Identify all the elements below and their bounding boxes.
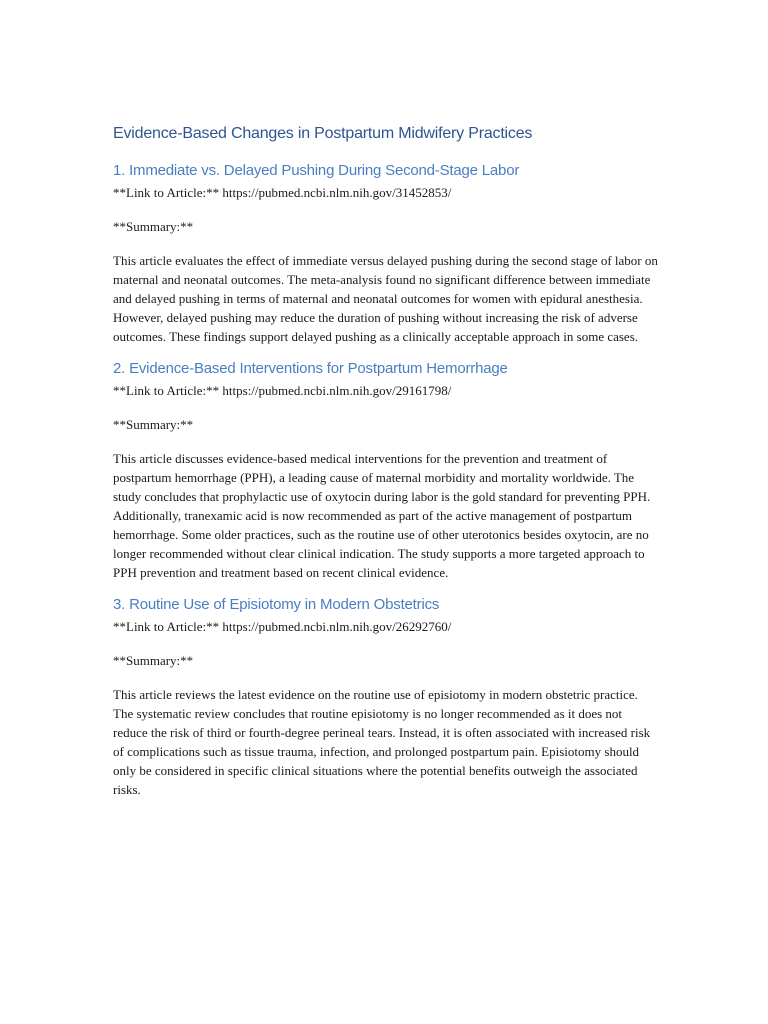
section-heading: 1. Immediate vs. Delayed Pushing During Second-Stage Labor: [113, 162, 520, 179]
article-link[interactable]: https://pubmed.ncbi.nlm.nih.gov/31452853/: [222, 185, 452, 200]
document-page: [113, 122, 658, 811]
summary-text: This article discusses evidence-based medical interventions for the prevention and treatment of postpartum hemorrhage (PPH), a leading cause of maternal morbidity and mortality worldwide. The study concludes that prophylactic use of oxytocin during labor is the gold standard for preventing PPH. Additionally, tranexamic acid is now recommended as part of the active management of postpartum hemorrhage. Some older practices, such as the routine use of other uterotonics besides oxytocin, are no longer recommended without clear clinical indication. The study supports a more targeted approach to PPH prevention and treatment based on recent clinical evidence.: [113, 451, 651, 580]
section-heading: 2. Evidence-Based Interventions for Postpartum Hemorrhage: [113, 360, 508, 377]
article-link-line: [113, 381, 658, 400]
article-link-line: [113, 617, 658, 636]
article-section-1: [113, 160, 658, 346]
link-label: **Link to Article:**: [113, 383, 220, 398]
article-section-2: [113, 358, 658, 582]
summary-label: **Summary:**: [113, 219, 194, 234]
link-label: **Link to Article:**: [113, 185, 220, 200]
summary-text: This article evaluates the effect of immediate versus delayed pushing during the second stage of labor on maternal and neonatal outcomes. The meta-analysis found no significant difference between immediate and delayed pushing in terms of maternal and neonatal outcomes for women with epidural anesthesia. However, delayed pushing may reduce the duration of pushing without increasing the risk of adverse outcomes. These findings support delayed pushing as a clinically acceptable approach in some cases.: [113, 253, 658, 344]
article-link[interactable]: https://pubmed.ncbi.nlm.nih.gov/26292760/: [222, 619, 452, 634]
article-link[interactable]: https://pubmed.ncbi.nlm.nih.gov/29161798/: [222, 383, 452, 398]
link-label: **Link to Article:**: [113, 619, 220, 634]
document-title: Evidence-Based Changes in Postpartum Midwifery Practices: [113, 125, 533, 142]
article-section-3: [113, 594, 658, 799]
summary-label: **Summary:**: [113, 417, 194, 432]
article-link-line: [113, 183, 658, 202]
section-heading: 3. Routine Use of Episiotomy in Modern Obstetrics: [113, 596, 440, 613]
summary-label: **Summary:**: [113, 653, 194, 668]
summary-text: This article reviews the latest evidence on the routine use of episiotomy in modern obstetric practice. The systematic review concludes that routine episiotomy is no longer recommended as it does not reduce the risk of third or fourth-degree perineal tears. Instead, it is often associated with increased risk of complications such as tissue trauma, infection, and prolonged postpartum pain. Episiotomy should only be considered in specific clinical situations where the potential benefits outweigh the associated risks.: [113, 687, 651, 797]
